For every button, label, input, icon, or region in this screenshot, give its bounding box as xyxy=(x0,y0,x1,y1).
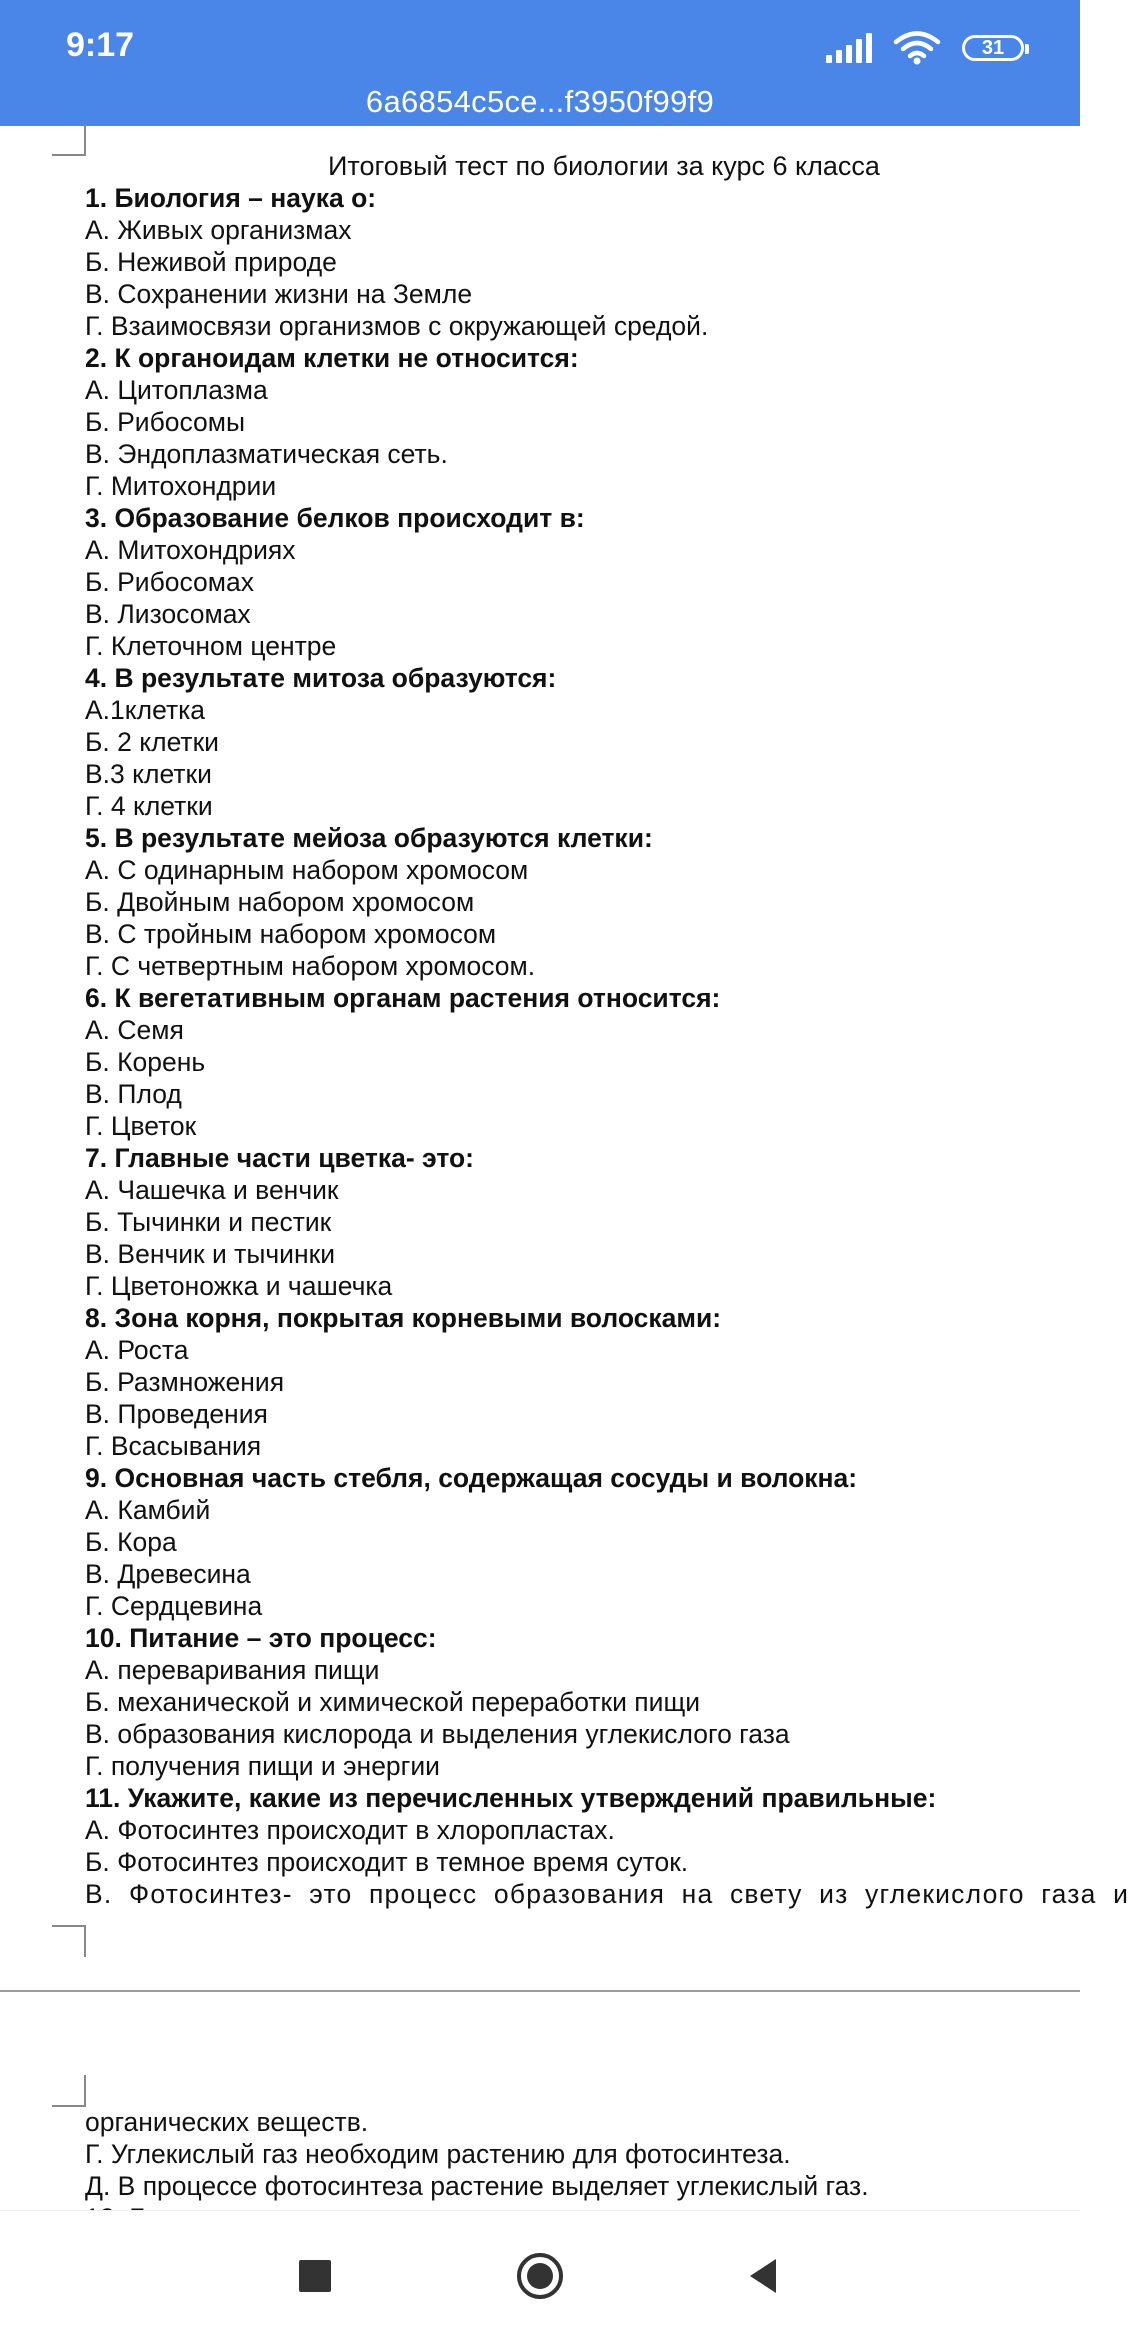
page-break xyxy=(0,1990,1080,1992)
signal-icon xyxy=(826,33,872,63)
answer-line: Б. Фотосинтез происходит в темное время суток. xyxy=(85,1847,689,1877)
page-corner-mark xyxy=(52,124,86,156)
answer-line: А. Камбий xyxy=(85,1495,211,1525)
answer-line: А. Фотосинтез происходит в хлоропластах. xyxy=(85,1815,615,1845)
home-button[interactable] xyxy=(515,2251,565,2301)
answer-line: Б. Рибосомах xyxy=(85,567,255,597)
question-line: 3. Образование белков происходит в: xyxy=(85,503,585,533)
question-line: 4. В результате митоза образуются: xyxy=(85,663,557,693)
app-bar xyxy=(0,0,1080,126)
page-corner-mark xyxy=(52,1925,86,1957)
battery-level: 31 xyxy=(981,36,1005,59)
answer-line: Б. механической и химической переработки пищи xyxy=(85,1687,701,1717)
document-page-1[interactable] xyxy=(85,150,1129,1910)
battery-icon xyxy=(962,35,1024,61)
answer-line: А. С одинарным набором хромосом xyxy=(85,855,529,885)
document-line: Д. В процессе фотосинтеза растение выделяет углекислый газ. xyxy=(85,2171,869,2201)
answer-line: А. Живых организмах xyxy=(85,215,352,245)
answer-line: Б. Корень xyxy=(85,1047,206,1077)
navigation-bar xyxy=(0,2210,1080,2341)
answer-line: Б. Рибосомы xyxy=(85,407,246,437)
document-line: Г. Углекислый газ необходим растению для фотосинтеза. xyxy=(85,2139,791,2169)
answer-line: Б. Кора xyxy=(85,1527,177,1557)
answer-line: А. Митохондриях xyxy=(85,535,296,565)
answer-line: Г. С четвертным набором хромосом. xyxy=(85,951,536,981)
wifi-icon xyxy=(894,31,940,65)
answer-line: В. Плод xyxy=(85,1079,182,1109)
page-corner-mark xyxy=(52,2075,86,2107)
back-button[interactable] xyxy=(740,2251,790,2301)
answer-line: В. Древесина xyxy=(85,1559,251,1589)
answer-line: В. Сохранении жизни на Земле xyxy=(85,279,473,309)
question-line: 7. Главные части цветка- это: xyxy=(85,1143,474,1173)
answer-line: А. Цитоплазма xyxy=(85,375,268,405)
recent-apps-button[interactable] xyxy=(290,2251,340,2301)
status-icons xyxy=(826,30,1024,66)
question-line: 2. К органоидам клетки не относится: xyxy=(85,343,579,373)
answer-line: Г. Цветок xyxy=(85,1111,197,1141)
answer-line: В. Лизосомах xyxy=(85,599,251,629)
answer-line: А.1клетка xyxy=(85,695,206,725)
document-page-2[interactable] xyxy=(85,2106,1085,2214)
answer-line: А. Чашечка и венчик xyxy=(85,1175,339,1205)
question-line: 10. Питание – это процесс: xyxy=(85,1623,437,1653)
answer-line: Б. Тычинки и пестик xyxy=(85,1207,332,1237)
triangle-back-icon xyxy=(740,2251,790,2301)
answer-line: Г. получения пищи и энергии xyxy=(85,1751,440,1781)
answer-line: Г. Клеточном центре xyxy=(85,631,337,661)
document-line: В. Фотосинтез- это процесс образования на свету из углекислого газа и xyxy=(85,1879,1129,1909)
answer-line: Г. Взаимосвязи организмов с окружающей средой. xyxy=(85,311,709,341)
answer-line: Г. Митохондрии xyxy=(85,471,277,501)
status-time: 9:17 xyxy=(66,26,135,64)
answer-line: Г. 4 клетки xyxy=(85,791,213,821)
answer-line: А. переваривания пищи xyxy=(85,1655,380,1685)
question-line: 8. Зона корня, покрытая корневыми волосками: xyxy=(85,1303,722,1333)
answer-line: Б. Размножения xyxy=(85,1367,285,1397)
document-lines xyxy=(85,182,1085,1878)
answer-line: В. Проведения xyxy=(85,1399,268,1429)
answer-line: В. образования кислорода и выделения углекислого газа xyxy=(85,1719,790,1749)
answer-line: Г. Всасывания xyxy=(85,1431,262,1461)
question-line: 1. Биология – наука о: xyxy=(85,183,377,213)
answer-line: А. Роста xyxy=(85,1335,189,1365)
answer-line: В.3 клетки xyxy=(85,759,212,789)
file-title: 6a6854c5ce...f3950f99f9 xyxy=(365,84,715,119)
answer-line: Г. Сердцевина xyxy=(85,1591,263,1621)
answer-line: В. Венчик и тычинки xyxy=(85,1239,336,1269)
answer-line: В. Эндоплазматическая сеть. xyxy=(85,439,448,469)
answer-line: Б. 2 клетки xyxy=(85,727,219,757)
question-line: 5. В результате мейоза образуются клетки: xyxy=(85,823,653,853)
square-icon xyxy=(299,2260,331,2292)
question-line: 9. Основная часть стебля, содержащая сосуды и волокна: xyxy=(85,1463,858,1493)
answer-line: Г. Цветоножка и чашечка xyxy=(85,1271,393,1301)
question-line: 11. Укажите, какие из перечисленных утверждений правильные: xyxy=(85,1783,937,1813)
question-line: 6. К вегетативным органам растения относится: xyxy=(85,983,721,1013)
document-line: органических веществ. xyxy=(85,2107,369,2137)
answer-line: Б. Неживой природе xyxy=(85,247,337,277)
answer-line: А. Семя xyxy=(85,1015,184,1045)
answer-line: В. С тройным набором хромосом xyxy=(85,919,497,949)
document-title: Итоговый тест по биологии за курс 6 класса xyxy=(328,151,880,181)
circle-icon xyxy=(515,2251,565,2301)
answer-line: Б. Двойным набором хромосом xyxy=(85,887,475,917)
